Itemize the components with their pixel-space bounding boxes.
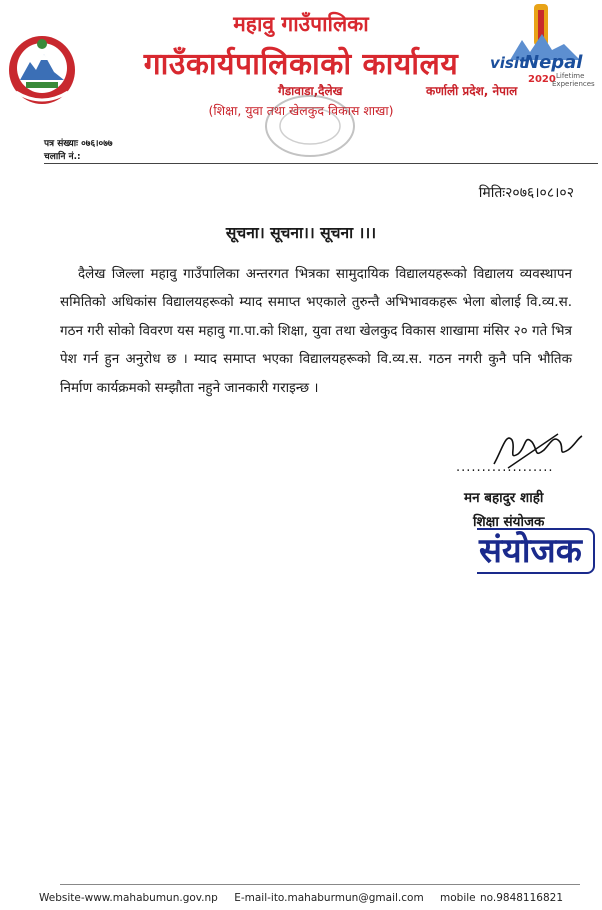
section-name: (शिक्षा, युवा तथा खेलकुद विकास शाखा) (208, 103, 394, 118)
letter-number (44, 138, 113, 151)
letter-number-label: पत्र संख्याः (44, 139, 78, 149)
footer-mobile: mobile no.9848116821 (440, 892, 564, 904)
office-name: गाउँकार्यपालिकाको कार्यालय (143, 47, 459, 82)
svg-text:Nepal: Nepal (524, 52, 583, 73)
notice-title: सूचना। सूचना।। सूचना ।।। (225, 224, 377, 242)
reference-numbers (44, 138, 113, 164)
footer-email: E-mail-ito.mahaburmun@gmail.com (234, 892, 424, 904)
footer-website: Website-www.mahabumun.gov.np (38, 892, 218, 904)
signer-designation: शिक्षा संयोजक (473, 514, 545, 530)
designation-stamp: संयोजक (477, 528, 595, 574)
municipality-name: महावु गाउँपालिका (233, 12, 369, 36)
signer-name: मन बहादुर शाही (464, 490, 544, 506)
footer-divider (60, 884, 580, 885)
svg-text:Experiences: Experiences (552, 80, 595, 88)
svg-text:Lifetime: Lifetime (556, 72, 585, 80)
svg-text:2020: 2020 (528, 74, 556, 85)
dispatch-number-label: चलानि नं.: (44, 152, 81, 162)
letter-number-value: ०७६।०७७ (81, 139, 113, 149)
svg-text:visit: visit (490, 54, 527, 72)
header-divider (44, 163, 598, 164)
province-name: कर्णाली प्रदेश, नेपाल (426, 84, 518, 98)
letter-date: मितिः२०७६।०८।०२ (478, 185, 574, 201)
office-address: गैडावाडा,दैलेख (278, 84, 343, 98)
footer-contacts (0, 892, 602, 904)
signature-line: ................... (456, 460, 554, 475)
faded-office-stamp-icon (250, 90, 370, 160)
notice-body: दैलेख जिल्ला महावु गाउँपालिका अन्तरगत भित्रका सामुदायिक विद्यालयहरूको विद्यालय व्यवस्थापन समितिको अधिकांस विद्यालयहरूको म्याद समाप्त भएकाले तुरुन्तै अभिभावकहरू भेला बोलाई वि.व्य.स. गठन गरी सोको विवरण यस महावु गा.पा.को शिक्षा, युवा तथा खेलकुद विकास शाखामा मंसिर २० गते भित्र पेश गर्न हुन अनुरोध छ । म्याद समाप्त भएका विद्यालयहरूको वि.व्य.स. गठन नगरी कुनै पनि भौतिक निर्माण कार्यक्रमको सम्झौता नहुने जानकारी गराइन्छ । (60, 266, 572, 396)
